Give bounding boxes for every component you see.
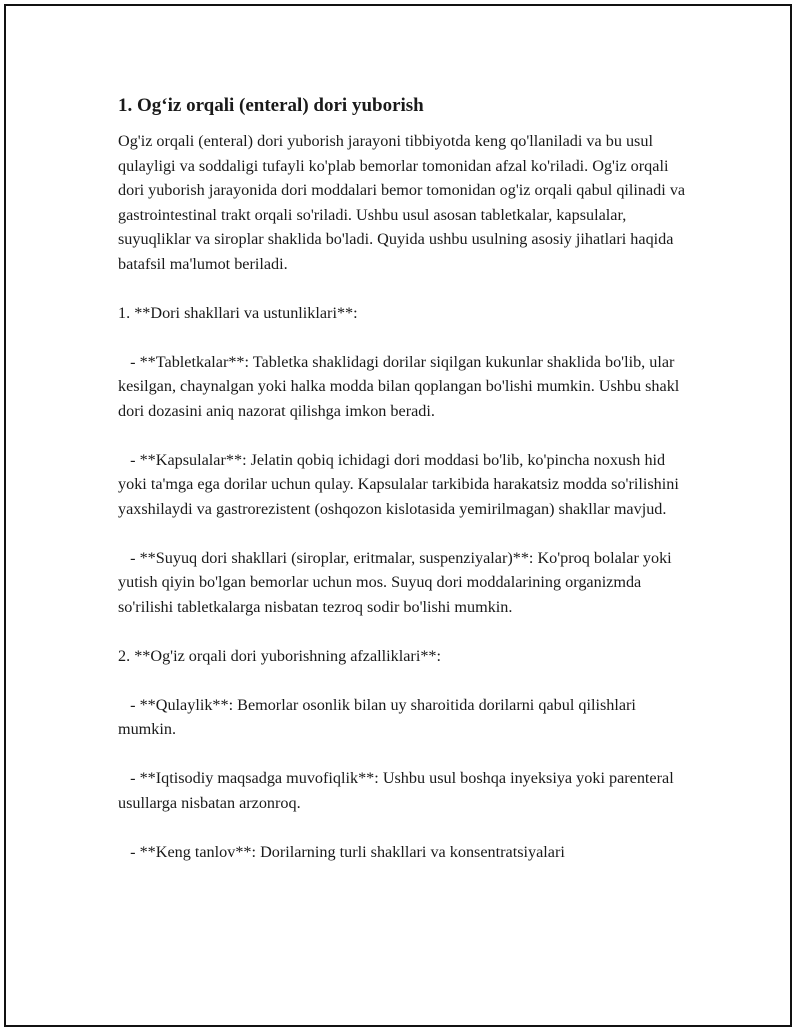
list-item-keng-tanlov: - **Keng tanlov**: Dorilarning turli shakllari va konsentratsiyalari — [130, 842, 565, 861]
document-body — [118, 93, 688, 864]
list-item-kapsulalar: - **Kapsulalar**: Jelatin qobiq ichidagi dori moddasi bo'lib, ko'pincha noxush hid yoki ta'mga ega dorilar uchun qulay. Kapsulalar tarkibida harakatsiz modda so'rilishini yaxshilaydi va gastrorezistent (oshqozon kislotasida yemirilmagan) shakllar mavjud. — [118, 450, 679, 518]
list-item-tabletkalar: - **Tabletkalar**: Tabletka shaklidagi dorilar siqilgan kukunlar shaklida bo'lib, ular kesilgan, chaynalgan yoki halka modda bilan qoplangan bo'lishi mumkin. Ushbu shakl dori dozasini aniq nazorat qilishga imkon beradi. — [118, 352, 680, 420]
list-item-iqtisodiy: - **Iqtisodiy maqsadga muvofiqlik**: Ushbu usul boshqa inyeksiya yoki parenteral usullarga nisbatan arzonroq. — [118, 769, 674, 812]
section1-title: 1. **Dori shakllari va ustunliklari**: — [118, 303, 358, 322]
section2-title: 2. **Og'iz orqali dori yuborishning afzalliklari**: — [118, 646, 441, 665]
list-item-qulaylik: - **Qulaylik**: Bemorlar osonlik bilan uy sharoitida dorilarni qabul qilishlari mumkin. — [118, 695, 636, 738]
intro-paragraph: Og'iz orqali (enteral) dori yuborish jarayoni tibbiyotda keng qo'llaniladi va bu usul qulayligi va soddaligi tufayli ko'plab bemorlar tomonidan afzal ko'riladi. Og'iz orqali dori yuborish jarayonida dori moddalari bemor tomonidan og'iz orqali qabul qilinadi va gastrointestinal trakt orqali so'riladi. Ushbu usul asosan tabletkalar, kapsulalar, suyuqliklar va siroplar shaklida bo'ladi. Quyida ushbu usulning asosiy jihatlari haqida batafsil ma'lumot beriladi. — [118, 132, 686, 273]
list-item-suyuq-dori: - **Suyuq dori shakllari (siroplar, eritmalar, suspenziyalar)**: Ko'proq bolalar yoki yutish qiyin bo'lgan bemorlar uchun mos. Suyuq dori moddalarining organizmda so'rilishi tabletkalarga nisbatan tezroq sodir bo'lishi mumkin. — [118, 548, 672, 616]
section-heading: 1. Og‘iz orqali (enteral) dori yuborish — [118, 95, 424, 116]
